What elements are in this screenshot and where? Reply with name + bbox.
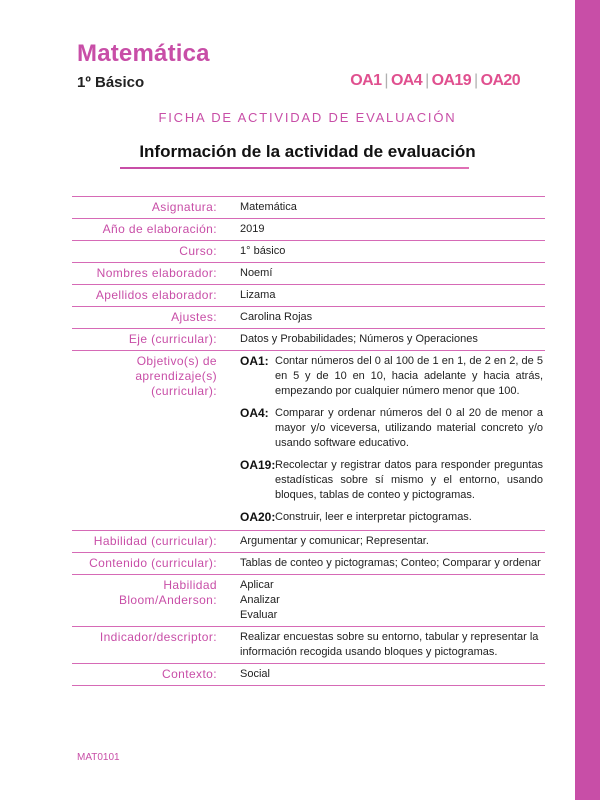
row-label: Eje (curricular): — [128, 332, 217, 346]
row-nombres — [72, 263, 545, 285]
row-value: Noemí — [240, 267, 273, 279]
page-title: Información de la actividad de evaluación — [139, 142, 476, 161]
bloom-value: Evaluar — [240, 609, 278, 621]
row-label: Curso: — [179, 244, 217, 258]
subject-title: Matemática — [77, 40, 210, 67]
objective-code: OA1: — [240, 354, 269, 368]
oa-code: OA20 — [480, 72, 520, 89]
row-label: Objetivo(s) de aprendizaje(s) (curricular): — [135, 354, 217, 398]
row-value: Matemática — [240, 201, 297, 213]
oa-code: OA19 — [431, 72, 472, 89]
objective-code: OA19: — [240, 458, 276, 472]
objectives-list — [237, 351, 545, 530]
row-asignatura — [72, 196, 545, 219]
document-code: MAT0101 — [77, 752, 120, 763]
row-objetivos — [72, 351, 545, 531]
row-value: Argumentar y comunicar; Representar. — [240, 535, 429, 547]
oa-code: OA1 — [350, 72, 382, 89]
row-value: Lizama — [240, 289, 276, 301]
objective-code: OA4: — [240, 406, 269, 420]
separator: | — [425, 72, 429, 89]
row-label: Nombres elaborador: — [96, 266, 217, 280]
title-underline — [120, 167, 469, 169]
row-value: Realizar encuestas sobre su entorno, tabular y representar la información recogida usando bloques y pictogramas. — [240, 631, 539, 658]
row-label: Habilidad (curricular): — [93, 534, 217, 548]
row-label: Indicador/descriptor: — [99, 630, 217, 644]
bloom-value: Aplicar — [240, 579, 274, 591]
info-table — [72, 196, 545, 686]
separator: | — [474, 72, 478, 89]
row-value: Tablas de conteo y pictogramas; Conteo; Comparar y ordenar — [240, 557, 541, 569]
row-label: Apellidos elaborador: — [95, 288, 217, 302]
row-value: 2019 — [240, 223, 265, 235]
row-label: Asignatura: — [151, 200, 217, 214]
objective-item — [240, 458, 545, 503]
row-habilidad — [72, 531, 545, 553]
row-curso — [72, 241, 545, 263]
row-value: Social — [240, 668, 270, 680]
objective-text: Contar números del 0 al 100 de 1 en 1, de 2 en 2, de 5 en 5 y de 10 en 10, hacia adelante y hacia atrás, empezando por cualquier número menor que 100. — [275, 355, 543, 397]
row-value: Carolina Rojas — [240, 311, 313, 323]
bloom-values — [237, 575, 545, 626]
separator: | — [384, 72, 388, 89]
oa-code: OA4 — [390, 72, 423, 89]
grade-label: 1º Básico — [77, 74, 145, 91]
objective-item — [240, 354, 545, 399]
objective-item — [240, 510, 545, 525]
row-eje — [72, 329, 545, 351]
objective-text: Comparar y ordenar números del 0 al 20 de menor a mayor y/o viceversa, utilizando material concreto y/o usando software educativo. — [275, 407, 543, 449]
row-label: Contexto: — [162, 667, 217, 681]
bloom-value: Analizar — [240, 594, 280, 606]
objective-text: Construir, leer e interpretar pictogramas. — [275, 511, 472, 523]
document-type: FICHA DE ACTIVIDAD DE EVALUACIÓN — [158, 110, 457, 125]
row-value: 1° básico — [240, 245, 286, 257]
row-label: Ajustes: — [171, 310, 217, 324]
row-contenido — [72, 553, 545, 575]
row-indicador — [72, 627, 545, 664]
objective-code: OA20: — [240, 510, 276, 524]
row-contexto — [72, 664, 545, 686]
objective-text: Recolectar y registrar datos para responder preguntas estadísticas sobre sí mismo y el entorno, usando bloques, tablas de conteo y pictogramas. — [275, 459, 543, 501]
row-bloom — [72, 575, 545, 627]
objective-item — [240, 406, 545, 451]
row-label: Contenido (curricular): — [89, 556, 217, 570]
row-label: Año de elaboración: — [102, 222, 217, 236]
row-label: Habilidad Bloom/Anderson: — [118, 578, 217, 607]
oa-codes — [350, 72, 520, 90]
row-ajustes — [72, 307, 545, 329]
row-apellidos — [72, 285, 545, 307]
row-value: Datos y Probabilidades; Números y Operaciones — [240, 333, 478, 345]
row-anio — [72, 219, 545, 241]
